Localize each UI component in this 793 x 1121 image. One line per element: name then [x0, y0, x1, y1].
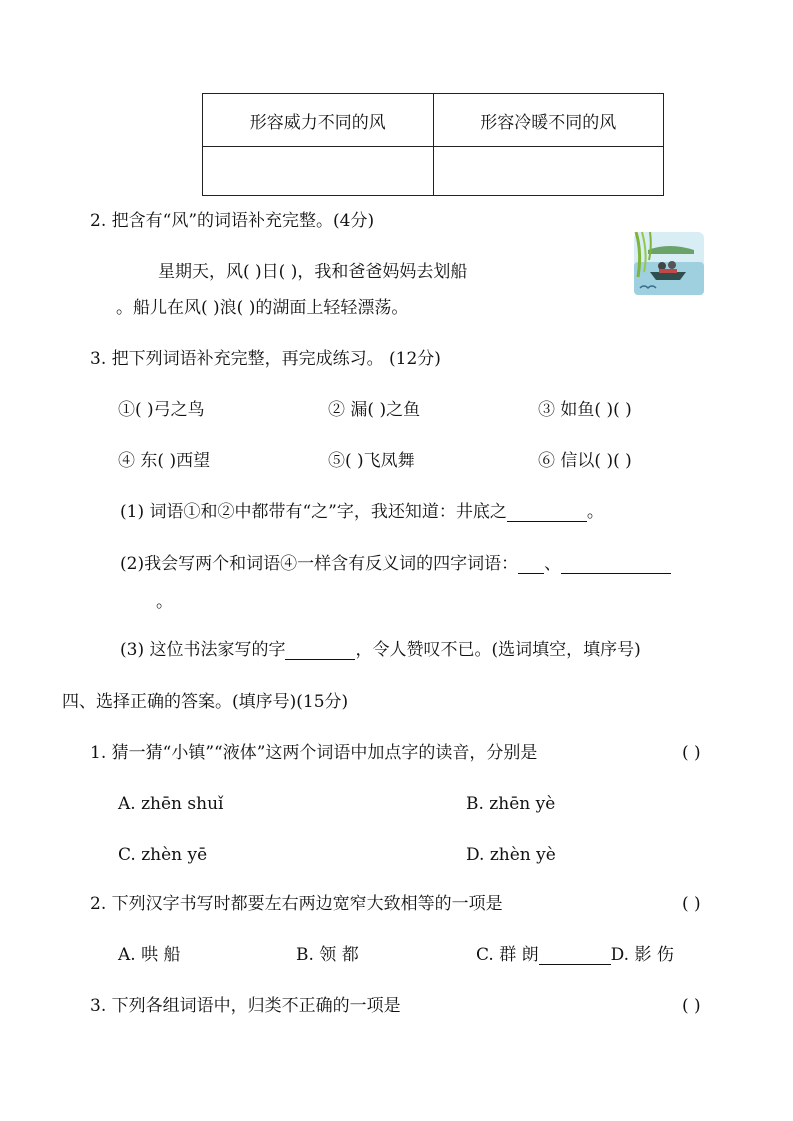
answer-blank[interactable]: [507, 503, 587, 522]
q2-line1: 星期天，风( )日( )，我和爸爸妈妈去划船: [158, 262, 468, 282]
answer-blank[interactable]: [561, 555, 671, 574]
q3-sub3-end: ，令人赞叹不已。(选词填空，填序号): [355, 640, 641, 660]
q3-sub2-end: 。: [156, 592, 173, 612]
q2-title: 2. 把含有“风”的词语补充完整。(4分): [90, 211, 375, 231]
s4-q2-option-b[interactable]: B. 领 都: [296, 945, 359, 965]
s4-q3-stem: 3. 下列各组词语中，归类不正确的一项是: [90, 996, 401, 1016]
q3-sub3: [120, 640, 641, 660]
q3-word-3: ③ 如鱼( )( ): [538, 400, 632, 420]
s4-q1-option-c[interactable]: C. zhèn yē: [118, 845, 208, 865]
q3-word-5: ⑤( )飞凤舞: [328, 451, 415, 471]
table-header-temperature-wind: 形容冷暖不同的风: [433, 94, 664, 147]
q3-sub1-end: 。: [586, 502, 604, 522]
q3-sub1: [120, 502, 604, 522]
table-cell-answer-2[interactable]: [433, 147, 664, 196]
answer-blank[interactable]: [518, 555, 544, 574]
s4-q1-bracket[interactable]: ( ): [682, 743, 701, 763]
q3-sub2-sep: 、: [544, 554, 562, 574]
answer-blank[interactable]: [285, 641, 355, 660]
s4-q2-option-c-text: C. 群 朗: [476, 945, 539, 965]
s4-q3-bracket[interactable]: ( ): [682, 996, 701, 1016]
q3-word-2: ② 漏( )之鱼: [328, 400, 421, 420]
q3-word-4: ④ 东( )西望: [118, 451, 211, 471]
q3-word-1: ①( )弓之鸟: [118, 400, 205, 420]
s4-q2-stem: 2. 下列汉字书写时都要左右两边宽窄大致相等的一项是: [90, 894, 503, 914]
s4-q1-option-a[interactable]: A. zhēn shuǐ: [118, 794, 224, 814]
boat-lake-illustration: [634, 232, 704, 295]
s4-q2-option-a[interactable]: A. 哄 船: [118, 945, 181, 965]
s4-q2-option-c[interactable]: [476, 945, 674, 965]
s4-q1-option-d[interactable]: D. zhèn yè: [466, 845, 556, 865]
s4-q2-bracket[interactable]: ( ): [682, 894, 701, 914]
answer-blank[interactable]: [539, 946, 611, 965]
q3-title: 3. 把下列词语补充完整，再完成练习。 (12分): [90, 349, 441, 369]
q3-sub3-text: (3) 这位书法家写的字: [120, 640, 286, 660]
wind-table: [202, 93, 664, 196]
s4-q1-option-b[interactable]: B. zhēn yè: [466, 794, 556, 814]
q3-word-6: ⑥ 信以( )( ): [538, 451, 632, 471]
q3-sub1-text: (1) 词语①和②中都带有“之”字，我还知道：井底之: [120, 502, 507, 522]
q3-sub2-text: (2)我会写两个和词语④一样含有反义词的四字词语：: [120, 554, 519, 574]
s4-q1-stem: 1. 猜一猜“小镇”“液体”这两个词语中加点字的读音，分别是: [90, 743, 538, 763]
s4-q2-option-d[interactable]: D. 影 伤: [610, 945, 674, 965]
table-cell-answer-1[interactable]: [203, 147, 434, 196]
table-header-power-wind: 形容威力不同的风: [203, 94, 434, 147]
q2-line2: 。船儿在风( )浪( )的湖面上轻轻漂荡。: [116, 298, 409, 318]
q3-sub2: [120, 554, 671, 574]
section4-title: 四、选择正确的答案。(填序号)(15分): [62, 692, 349, 712]
